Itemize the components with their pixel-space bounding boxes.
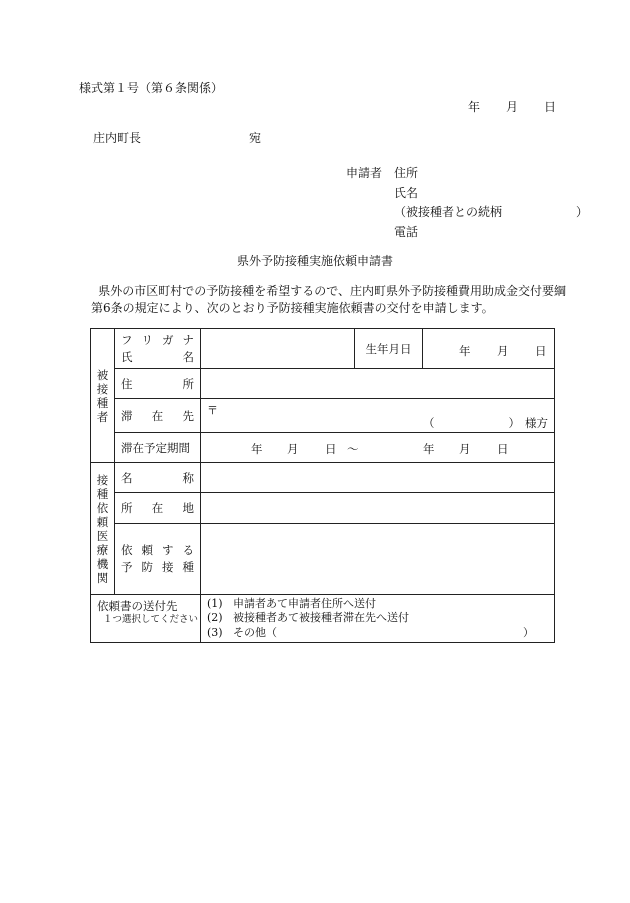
date-day-label: 日 [544, 100, 557, 114]
period-month-1: 月 [287, 442, 299, 456]
intro-text [91, 283, 571, 317]
name-label: フ リ ガ ナ 氏 名 [115, 329, 201, 369]
document-title: 県外予防接種実施依頼申請書 [236, 254, 393, 268]
address-field[interactable] [201, 369, 555, 399]
institution-name-field[interactable] [201, 463, 555, 493]
applicant-relation-close: ） [576, 205, 589, 219]
period-day-2: 日 [497, 442, 509, 456]
address-label: 住 所 [115, 369, 201, 399]
group-medical-institution: 接 種 依 頼 医 療 機 関 [91, 463, 115, 595]
send-destination-hint: １つ選択してください [103, 614, 199, 625]
stay-period-field[interactable] [201, 433, 555, 463]
application-form-table [90, 328, 555, 643]
send-option-1[interactable]: (1) 申請者あて申請者住所へ送付 [207, 596, 376, 610]
submission-date [468, 98, 556, 115]
period-day-1: 日 [325, 442, 337, 456]
applicant-phone-label: 電話 [394, 224, 419, 239]
applicant-label: 申請者 [346, 166, 383, 180]
birthdate-field[interactable] [423, 329, 555, 369]
addressee-honorific: 宛 [249, 131, 262, 145]
stay-address-field[interactable] [201, 399, 555, 433]
birth-month-label: 月 [497, 344, 509, 358]
period-tilde: ～ [347, 442, 359, 456]
stay-period-label: 滞在予定期間 [115, 433, 201, 463]
institution-location-label: 所 在 地 [115, 493, 201, 524]
intro-line-2: 第6条の規定により、次のとおり予防接種実施依頼書の交付を申請します。 [91, 301, 494, 315]
date-month-label: 月 [506, 100, 519, 114]
stay-sama-label: 様方 [525, 416, 548, 430]
institution-location-field[interactable] [201, 493, 555, 524]
stay-paren: （ ） [423, 416, 520, 430]
applicant-block [346, 164, 588, 242]
applicant-relation-label: （被接種者との続柄 [394, 205, 503, 219]
applicant-address-label: 住所 [394, 166, 419, 180]
postal-mark: 〒 [207, 404, 218, 417]
date-year-label: 年 [468, 100, 481, 114]
send-option-2[interactable]: (2) 被接種者あて被接種者滞在先へ送付 [207, 611, 409, 625]
period-year-1: 年 [251, 442, 263, 456]
birthdate-label: 生年月日 [355, 329, 423, 369]
birth-day-label: 日 [535, 344, 547, 358]
send-option-3[interactable]: (3) その他（ [207, 625, 277, 639]
period-year-2: 年 [423, 442, 435, 456]
addressee: 庄内町長 [93, 131, 142, 145]
group-recipient: 被 接 種 者 [91, 329, 115, 463]
furigana-label: フ リ ガ ナ [121, 332, 194, 347]
institution-name-label: 名 称 [115, 463, 201, 493]
form-number: 様式第１号（第６条関係） [79, 81, 224, 95]
applicant-name-label: 氏名 [394, 185, 419, 200]
requested-vaccination-label: 依 頼 す る 予 防 接 種 [115, 524, 201, 595]
send-destination-options [201, 595, 555, 643]
option3-close-paren: ） [523, 626, 534, 639]
stay-address-label: 滞 在 先 [115, 399, 201, 433]
intro-line-1: 県外の市区町村での予防接種を希望するので、庄内町県外予防接種費用助成金交付要綱 [98, 284, 566, 298]
name-field[interactable] [201, 329, 355, 369]
birth-year-label: 年 [459, 344, 471, 358]
send-destination-label [91, 595, 201, 643]
requested-vaccination-field[interactable] [201, 524, 555, 595]
period-month-2: 月 [459, 442, 471, 456]
send-destination-title: 依頼書の送付先 [97, 599, 178, 613]
